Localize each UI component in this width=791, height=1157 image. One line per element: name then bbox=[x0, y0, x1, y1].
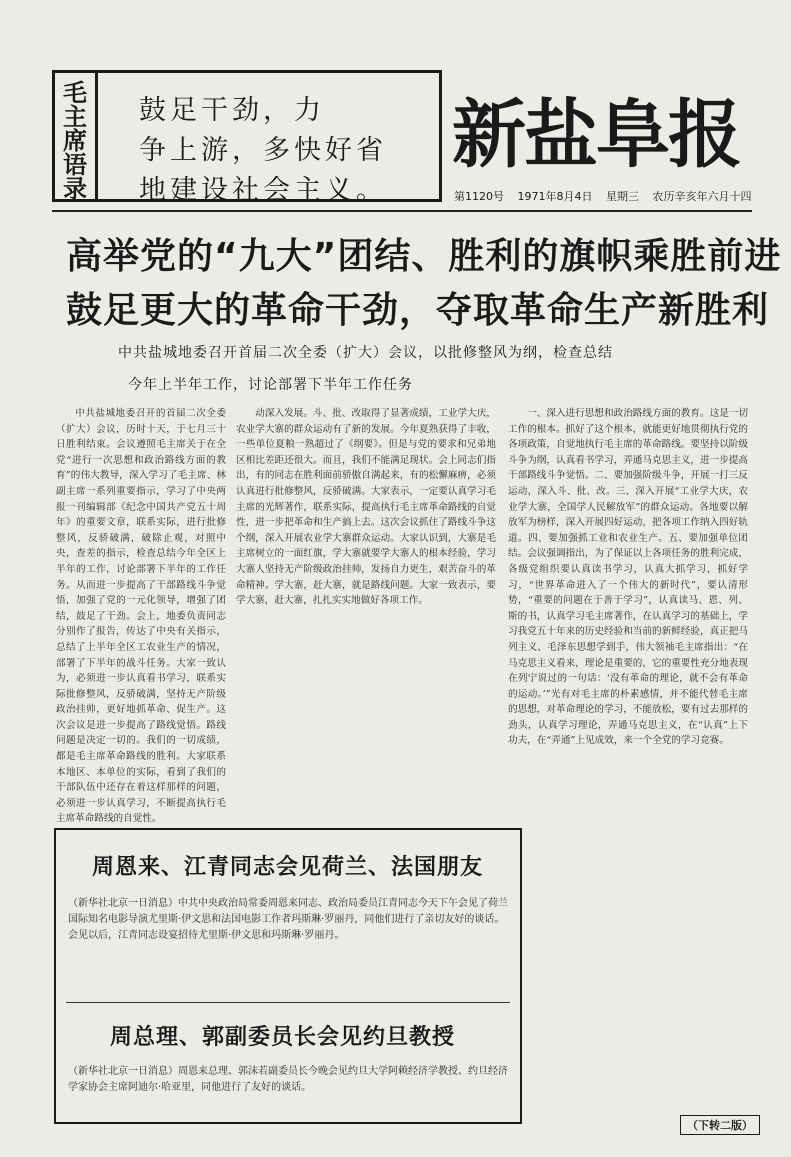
quote-line: 鼓足干劲，力 bbox=[139, 95, 325, 126]
continued-note: （下转二版） bbox=[680, 1115, 760, 1135]
news-box bbox=[54, 828, 522, 1124]
masthead bbox=[452, 72, 752, 190]
article-column-1 bbox=[56, 406, 226, 827]
news-headline-2: 周总理、郭副委员长会见约旦教授 bbox=[110, 1025, 456, 1050]
subheadline-2: 今年上半年工作，讨论部署下半年工作任务 bbox=[128, 377, 413, 393]
quote-label-char: 主 bbox=[63, 103, 87, 131]
news-headline-1: 周恩来、江青同志会见荷兰、法国朋友 bbox=[92, 855, 484, 880]
article-column-2 bbox=[236, 406, 496, 609]
header-rule bbox=[52, 210, 752, 212]
issue-number: 第1120号 bbox=[454, 190, 504, 203]
quote-label-char: 语 bbox=[63, 151, 87, 179]
issue-weekday: 星期三 bbox=[606, 190, 639, 203]
quote-label bbox=[55, 73, 98, 203]
issue-date: 1971年8月4日 bbox=[517, 190, 593, 203]
headline-line-1: 高举党的“九大”团结、胜利的旗帜乘胜前进 bbox=[66, 236, 782, 277]
quote-label-char: 毛 bbox=[63, 79, 87, 107]
article-text: 动深入发展。斗、批、改取得了显著成绩，工业学大庆，农业学大寨的群众运动有了新的发展。今年夏熟获得了丰收，一些单位夏粮一熟超过了《纲要》。但是与党的要求和兄弟地区相比差距还很大。而且，我们不能满足现状。会上同志们指出，有的同志在胜利面前骄傲自满起来，有的松懈麻痹，必须认真进行批修整风，反骄破满。大家表示，一定要认真学习毛主席的光辉著作，联系实际，提高执行毛主席革命路线的自觉性，进一步把革命和生产搞上去。这次会议抓住了路线斗争这个纲，深入开展农业学大寨群众运动。大家认识到，大寨是毛主席树立的一面红旗，学大寨就要学大寨人的根本经验，学习大寨人坚持无产阶级政治挂帅，发扬自力更生，艰苦奋斗的革命精神。学大寨，赶大寨，就是路线问题。大家一致表示，要学大寨，赶大寨，扎扎实实地做好各项工作。 bbox=[236, 408, 496, 607]
subheadline-1: 中共盐城地委召开首届二次全委（扩大）会议，以批修整风为纲，检查总结 bbox=[118, 345, 613, 361]
article-text: 一、深入进行思想和政治路线方面的教育。这是一切工作的根本。抓好了这个根本，就能更好地贯彻执行党的各项政策，自觉地执行毛主席的革命路线。要坚持以阶级斗争为纲，认真看书学习，弄通马克思主义，进一步提高干部路线斗争觉悟。二、要加强阶级斗争，开展一打三反运动，深入斗、批、改。三、深入开展“工业学大庆，农业学大寨，全国学人民解放军”的群众运动。各地要以解放军为榜样，深入开展四好运动，把各项工作纳入四好轨道。四、要加强抓工业和农业生产。五、要加强单位团结。会议强调指出，为了保证以上各项任务的胜利完成，各级党组织要认真读书学习，认真大抓学习，抓好学习，“世界革命进入了一个伟大的新时代”，要认清形势，“重要的问题在于善于学习”，认真读马、恩、列、斯的书，认真学习毛主席著作，在认真学习的基础上，学习我党五十年来的历史经验和当前的新鲜经验，真正把马列主义、毛泽东思想学到手，伟大领袖毛主席指出：“在马克思主义看来，理论是重要的，它的重要性充分地表现在列宁说过的一句话：‘没有革命的理论，就不会有革命的运动。’”光有对毛主席的朴素感情，并不能代替毛主席的思想，对革命理论的学习，不能放松，要有过去那样的劲头，认真学习理论，弄通马克思主义，在“认真”上下功夫，在“弄通”上见成效，来一个全党的学习竞赛。 bbox=[508, 408, 748, 747]
quote-text bbox=[139, 91, 439, 211]
quote-line: 争上游，多快好省 bbox=[139, 135, 387, 166]
quote-label-char: 录 bbox=[63, 175, 87, 203]
headline-line-2: 鼓足更大的革命干劲，夺取革命生产新胜利 bbox=[66, 290, 770, 331]
issue-line bbox=[454, 188, 762, 204]
article-text: 中共盐城地委召开的首届二次全委（扩大）会议，历时十天，于七月三十日胜利结束。会议遵照毛主席关于在全党“进行一次思想和政治路线方面的教育”的伟大教导，深入学习了毛主席、林副主席一系列重要指示，学习了中央两报一刊编辑部《纪念中国共产党五十周年》的重要文章，联系实际，进行批修整风，反骄破满，破除止观，对照中央，查差的指示，检查总结今年全区上半年的工作，讨论部署下半年的工作任务。从而进一步提高了干部路线斗争觉悟，加强了党的一元化领导，增强了团结，鼓足了干劲。会上，地委负责同志分别作了报告，传达了中央有关指示，总结了上半年全区工农业生产的情况，部署了下半年的战斗任务。大家一致认为，必须进一步认真看书学习，联系实际批修整风，反骄破满，坚持无产阶级政治挂帅，更好地抓革命、促生产。这次会议是进一步提高了路线觉悟。路线问题是决定一切的。我们的一切成绩，都是毛主席革命路线的胜利。大家联系本地区、本单位的实际，看到了我们的干部队伍中还存在着这样那样的问题，必须进一步认真学习，不断提高执行毛主席革命路线的自觉性。 bbox=[56, 408, 226, 825]
box-divider bbox=[66, 1002, 510, 1003]
newspaper-title: 新盐阜报 bbox=[452, 92, 740, 178]
news-text-2: （新华社北京一日消息）周恩来总理、郭沫若副委员长今晚会见约旦大学阿赖经济学教授、约旦经济学家协会主席阿迪尔·哈亚里，同他进行了友好的谈话。 bbox=[68, 1066, 508, 1093]
issue-lunar-date: 农历辛亥年六月十四 bbox=[652, 190, 752, 203]
quote-line: 地建设社会主义。 bbox=[139, 175, 387, 206]
article-column-3 bbox=[508, 406, 748, 749]
mao-quote-box bbox=[52, 70, 442, 206]
quote-label-char: 席 bbox=[63, 127, 87, 155]
news-text-1: （新华社北京一日消息）中共中央政治局常委周恩来同志、政治局委员江青同志今天下午会见了荷兰国际知名电影导演尤里斯·伊文思和法国电影工作者玛斯琳·罗丽丹，同他们进行了亲切友好的谈话。会见以后，江青同志设宴招待尤里斯·伊文思和玛斯琳·罗丽丹。 bbox=[68, 898, 508, 941]
